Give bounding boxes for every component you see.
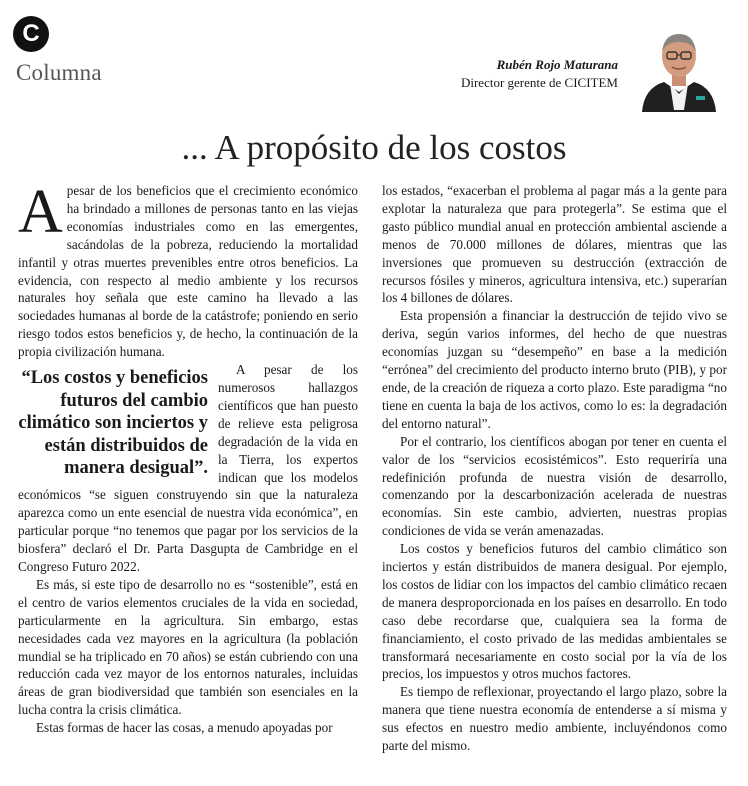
paragraph: Apesar de los beneficios que el crecimiento económico ha brindado a millones de personas tanto en las viejas economías industriales como en las emergentes, sacándolas de la pobreza, reduciendo la mortalidad infantil y otras muertes prevenibles entre otros beneficios. La evidencia, con respecto al medio ambiente y los recursos naturales hoy señala que este camino ha llevado a las sociedades humanas al borde de la catástrofe; poniendo en serio riesgo todos estos beneficios y, de hecho, la continuación de la propia civilización humana. [18, 178, 358, 360]
author-photo [634, 22, 724, 112]
paragraph: Los costos y beneficios futuros del cambio climático son inciertos y están distribuidos de manera desigual. Por ejemplo, los costos de lidiar con los impactos del cambio climático recaen de manera desproporcionada en los países en desarrollo. En todo caso debe recordarse que, cualquiera sea la forma de financiamiento, el costo privado de las medidas ambientales se transformará necesariamente en costo social por la vía de los precios, los impuestos y otros muchos factores. [382, 541, 727, 682]
paragraph: Es más, si este tipo de desarrollo no es “sostenible”, está en el centro de varios elementos cruciales de la vida en sociedad, particularmente en la agricultura. Sin embargo, estas necesidades cada vez mayores en la agricultura (la población mundial se ha triplicado en 70 años) se están cubriendo con una reducción cada vez mayor de los entornos naturales, incluidas áreas de gran biodiversidad que también son esenciales en la lucha contra la crisis climática. [18, 576, 358, 718]
section-label: Columna [16, 60, 102, 85]
article-column-left [18, 178, 358, 737]
paragraph: Estas formas de hacer las cosas, a menudo apoyadas por [36, 720, 333, 736]
paragraph: “Los costos y beneficios futuros del cambio climático son inciertos y están distribuidos de manera desigual”. A pesar de los numerosos hallazgos científicos que han puesto de relieve esta peligrosa degradación de la vida en la Tierra, los expertos indican que los modelos económicos “se siguen construyendo sin que la naturaleza aparezca como un ente esencial de nuestra vida económica”, en particular porque “no tenemos que pagar por los servicios de la biosfera” declaró el Dr. Parta Dasgupta de Cambridge en el Congreso Futuro 2022. [18, 362, 358, 575]
paragraph: los estados, “exacerban el problema al pagar más a la gente para explotar la naturaleza que para protegerla”. Se estima que el gasto público mundial anual en protección ambiental asciende a menos de 70.000 millones de dólares, mientras que las inversiones que promueven su destrucción (extracción de recursos fósiles y mineros, agricultura intensiva, etc.) superarían los 4 billones de dólares. [382, 183, 727, 306]
article-title: ... A propósito de los costos [181, 128, 567, 167]
author-block [461, 56, 618, 92]
author-role: Director gerente de CICITEM [460, 75, 618, 90]
paragraph: Esta propensión a financiar la destrucción de tejido vivo se deriva, según varios informes, del hecho de que nuestras economías juzgan su “desempeño” en base a la medición “errónea” del crecimiento del producto interno bruto (PIB), y por ende, de la creación de riqueza a corto plazo. Este paradigma “no tiene en cuenta la baja de los activos, como lo es: la degradación del entorno natural”. [382, 308, 727, 431]
drop-cap: A [18, 178, 63, 246]
author-name: Rubén Rojo Maturana [496, 57, 618, 72]
column-badge: C [13, 16, 49, 52]
pull-quote: “Los costos y beneficios futuros del cambio climático son inciertos y están distribuidos de manera desigual”. [18, 368, 208, 479]
paragraph: Por el contrario, los científicos abogan por tener en cuenta el valor de los “servicios ecosistémicos”. Esto requeriría una redefinición profunda de nuestra visión de desarrollo, comenzando por la descarbonización acelerada de nuestras economías. Sin este cambio, advierten, nuestras propias condiciones de vida se verán amenazadas. [382, 433, 727, 539]
paragraph: Es tiempo de reflexionar, proyectando el largo plazo, sobre la manera que tiene nuestra economía de entenderse a sí misma y sus efectos en nuestro medio ambiente, incluyéndonos como parte del mismo. [382, 684, 727, 754]
article-column-right [382, 182, 727, 755]
